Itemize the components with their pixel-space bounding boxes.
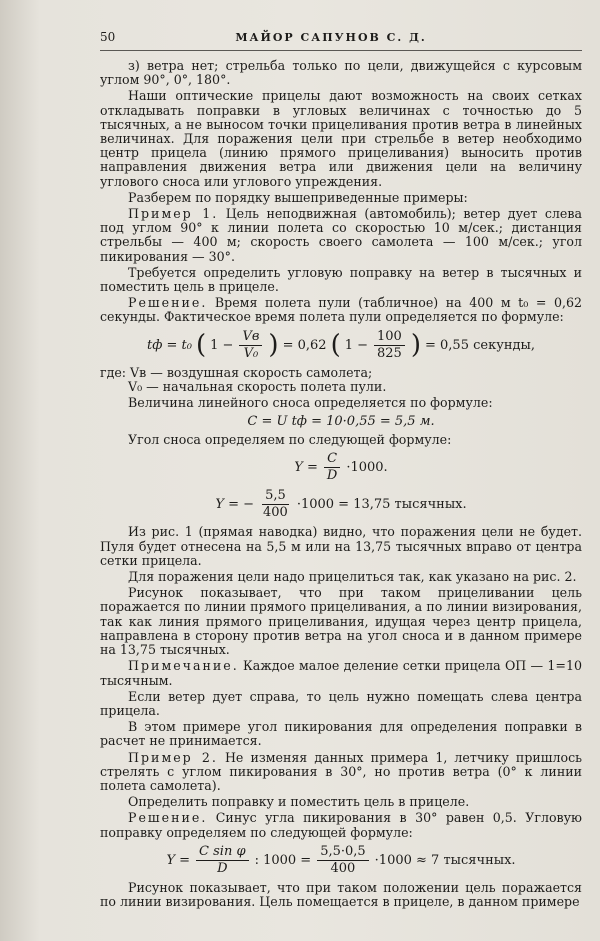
paragraph: Разберем по порядку вышеприведенные примеры: xyxy=(128,189,468,205)
formula-lhs: tф = t₀ xyxy=(147,337,192,353)
definitions xyxy=(100,366,582,394)
paragraph: Из рис. 1 (прямая наводка) видно, что поражения цели не будет. Пуля будет отнесена на 5,5 м или на 13,75 тысячных вправо от центра сетки прицела. xyxy=(100,524,582,568)
fraction-numerator: 5,5·0,5 xyxy=(317,844,368,861)
definition-v0: V₀ — начальная скорость полета пули. xyxy=(128,378,387,394)
fraction xyxy=(239,329,262,362)
example-label: Пример 2. xyxy=(128,749,218,765)
paragraph: Величина линейного сноса определяется по формуле: xyxy=(128,395,493,411)
formula-mid: = 0,62 xyxy=(282,337,327,353)
fraction-denominator: 400 xyxy=(263,505,288,521)
formula-one: 1 − xyxy=(344,337,369,353)
paren-open: ( xyxy=(330,330,341,361)
fraction-denominator: D xyxy=(217,860,228,876)
formula-drift-angle xyxy=(100,451,582,484)
formula-rhs: ·1000. xyxy=(346,460,388,476)
fraction xyxy=(260,488,291,521)
fraction xyxy=(374,329,405,362)
example-text: Цель неподвижная (автомобиль); ветер дует слева под углом 90° к линии полета со скоростью 10 м/сек.; дистанция стрельбы — 400 м; скорость своего самолета — 100 м/сек.; угол пикирования — 30°. xyxy=(100,206,582,264)
paragraph: з) ветра нет; стрельба только по цели, движущейся с курсовым углом 90°, 0°, 180°. xyxy=(100,58,582,88)
fraction xyxy=(317,844,368,877)
paragraph-solution-2 xyxy=(100,811,582,839)
formula-text: C = U tф = 10·0,55 = 5,5 м. xyxy=(247,414,435,430)
formula-rhs: ·1000 = 13,75 тысячных. xyxy=(296,497,467,513)
example-text: Не изменяя данных примера 1, летчику пришлось стрелять с углом пикирования в 30°, но против ветра (0° к линии полета самолета). xyxy=(100,749,582,793)
formula-lhs: Y = − xyxy=(215,497,254,513)
paragraph: Если ветер дует справа, то цель нужно помещать слева центра прицела. xyxy=(100,688,582,718)
fraction-denominator: D xyxy=(326,468,338,484)
formula-drift-result xyxy=(100,488,582,521)
formula-mid: : 1000 = xyxy=(254,852,312,868)
solution-label: Решение. xyxy=(128,810,208,826)
paragraph-example-1 xyxy=(100,207,582,264)
fraction-denominator: V₀ xyxy=(243,345,259,361)
note-label: Примечание. xyxy=(128,658,239,674)
solution-label: Решение. xyxy=(128,295,208,311)
example-label: Пример 1. xyxy=(128,206,219,222)
paren-open: ( xyxy=(196,330,207,361)
paragraph: Угол сноса определяем по следующей формуле: xyxy=(128,432,452,448)
fraction xyxy=(324,451,340,484)
formula-flight-time xyxy=(100,329,582,362)
fraction xyxy=(196,844,249,877)
formula-linear-drift xyxy=(100,414,582,429)
paragraph: Наши оптические прицелы дают возможность на своих сетках откладывать поправки в угловых величинах с точностью до 5 тысячных, а не выносом точки прицеливания против ветра в линейных величинах. Для поражения цели при стрельбе в ветер необходимо центр прицела (линию прямого прицеливания) выносить против направления движения ветра или движения цели на величину углового сноса или углового упреждения. xyxy=(100,88,582,189)
formula-angular-correction xyxy=(100,844,582,877)
paren-close: ) xyxy=(410,330,421,361)
formula-one: 1 − xyxy=(210,337,234,353)
fraction-numerator: 100 xyxy=(374,329,405,346)
running-title: МАЙОР САПУНОВ С. Д. xyxy=(235,31,427,44)
fraction-numerator: 5,5 xyxy=(262,488,289,505)
page-header xyxy=(100,30,582,51)
paragraph: Рисунок показывает, что при таком прицеливании цель поражается по линии прямого прицеливания, а по линии визирования, так как линия прямого прицеливания, идущая через центр прицела, направлена в сторону против ветра на угол сноса и в данном примере на 13,75 тысячных. xyxy=(100,585,582,658)
formula-lhs: Y = xyxy=(294,460,318,476)
paragraph: Требуется определить угловую поправку на ветер в тысячных и поместить цель в прицеле. xyxy=(100,264,582,295)
paren-close: ) xyxy=(268,330,279,361)
page-number: 50 xyxy=(100,30,116,44)
paragraph-example-2 xyxy=(100,751,582,794)
solution-text: Время полета пули (табличное) на 400 м t₀ = 0,62 секунды. Фактическое время полета пули определяется по формуле: xyxy=(100,295,582,325)
definition-vb: где: Vв — воздушная скорость самолета; xyxy=(100,364,373,380)
formula-rhs: = 0,55 секунды, xyxy=(425,337,535,353)
formula-rhs: ·1000 ≈ 7 тысячных. xyxy=(374,852,516,868)
fraction-numerator: C sin φ xyxy=(196,844,249,861)
paragraph: Рисунок показывает, что при таком положении цель поражается по линии визирования. Цель помещается в прицеле, в данном примере xyxy=(100,879,582,909)
fraction-numerator: Vв xyxy=(239,329,262,346)
formula-lhs: Y = xyxy=(166,852,191,868)
fraction-denominator: 400 xyxy=(330,860,356,876)
paragraph: Для поражения цели надо прицелиться так, как указано на рис. 2. xyxy=(128,569,577,585)
paragraph: Определить поправку и поместить цель в прицеле. xyxy=(128,794,470,810)
solution-text: Синус угла пикирования в 30° равен 0,5. Угловую поправку определяем по следующей формуле: xyxy=(100,810,582,840)
fraction-denominator: 825 xyxy=(377,345,402,361)
paragraph-solution-1 xyxy=(100,296,582,324)
paragraph: В этом примере угол пикирования для определения поправки в расчет не принимается. xyxy=(100,719,582,749)
note-text: Каждое малое деление сетки прицела ОП — 1=10 тысячным. xyxy=(100,658,582,688)
paragraph-note xyxy=(100,659,582,687)
fraction-numerator: C xyxy=(324,451,340,468)
